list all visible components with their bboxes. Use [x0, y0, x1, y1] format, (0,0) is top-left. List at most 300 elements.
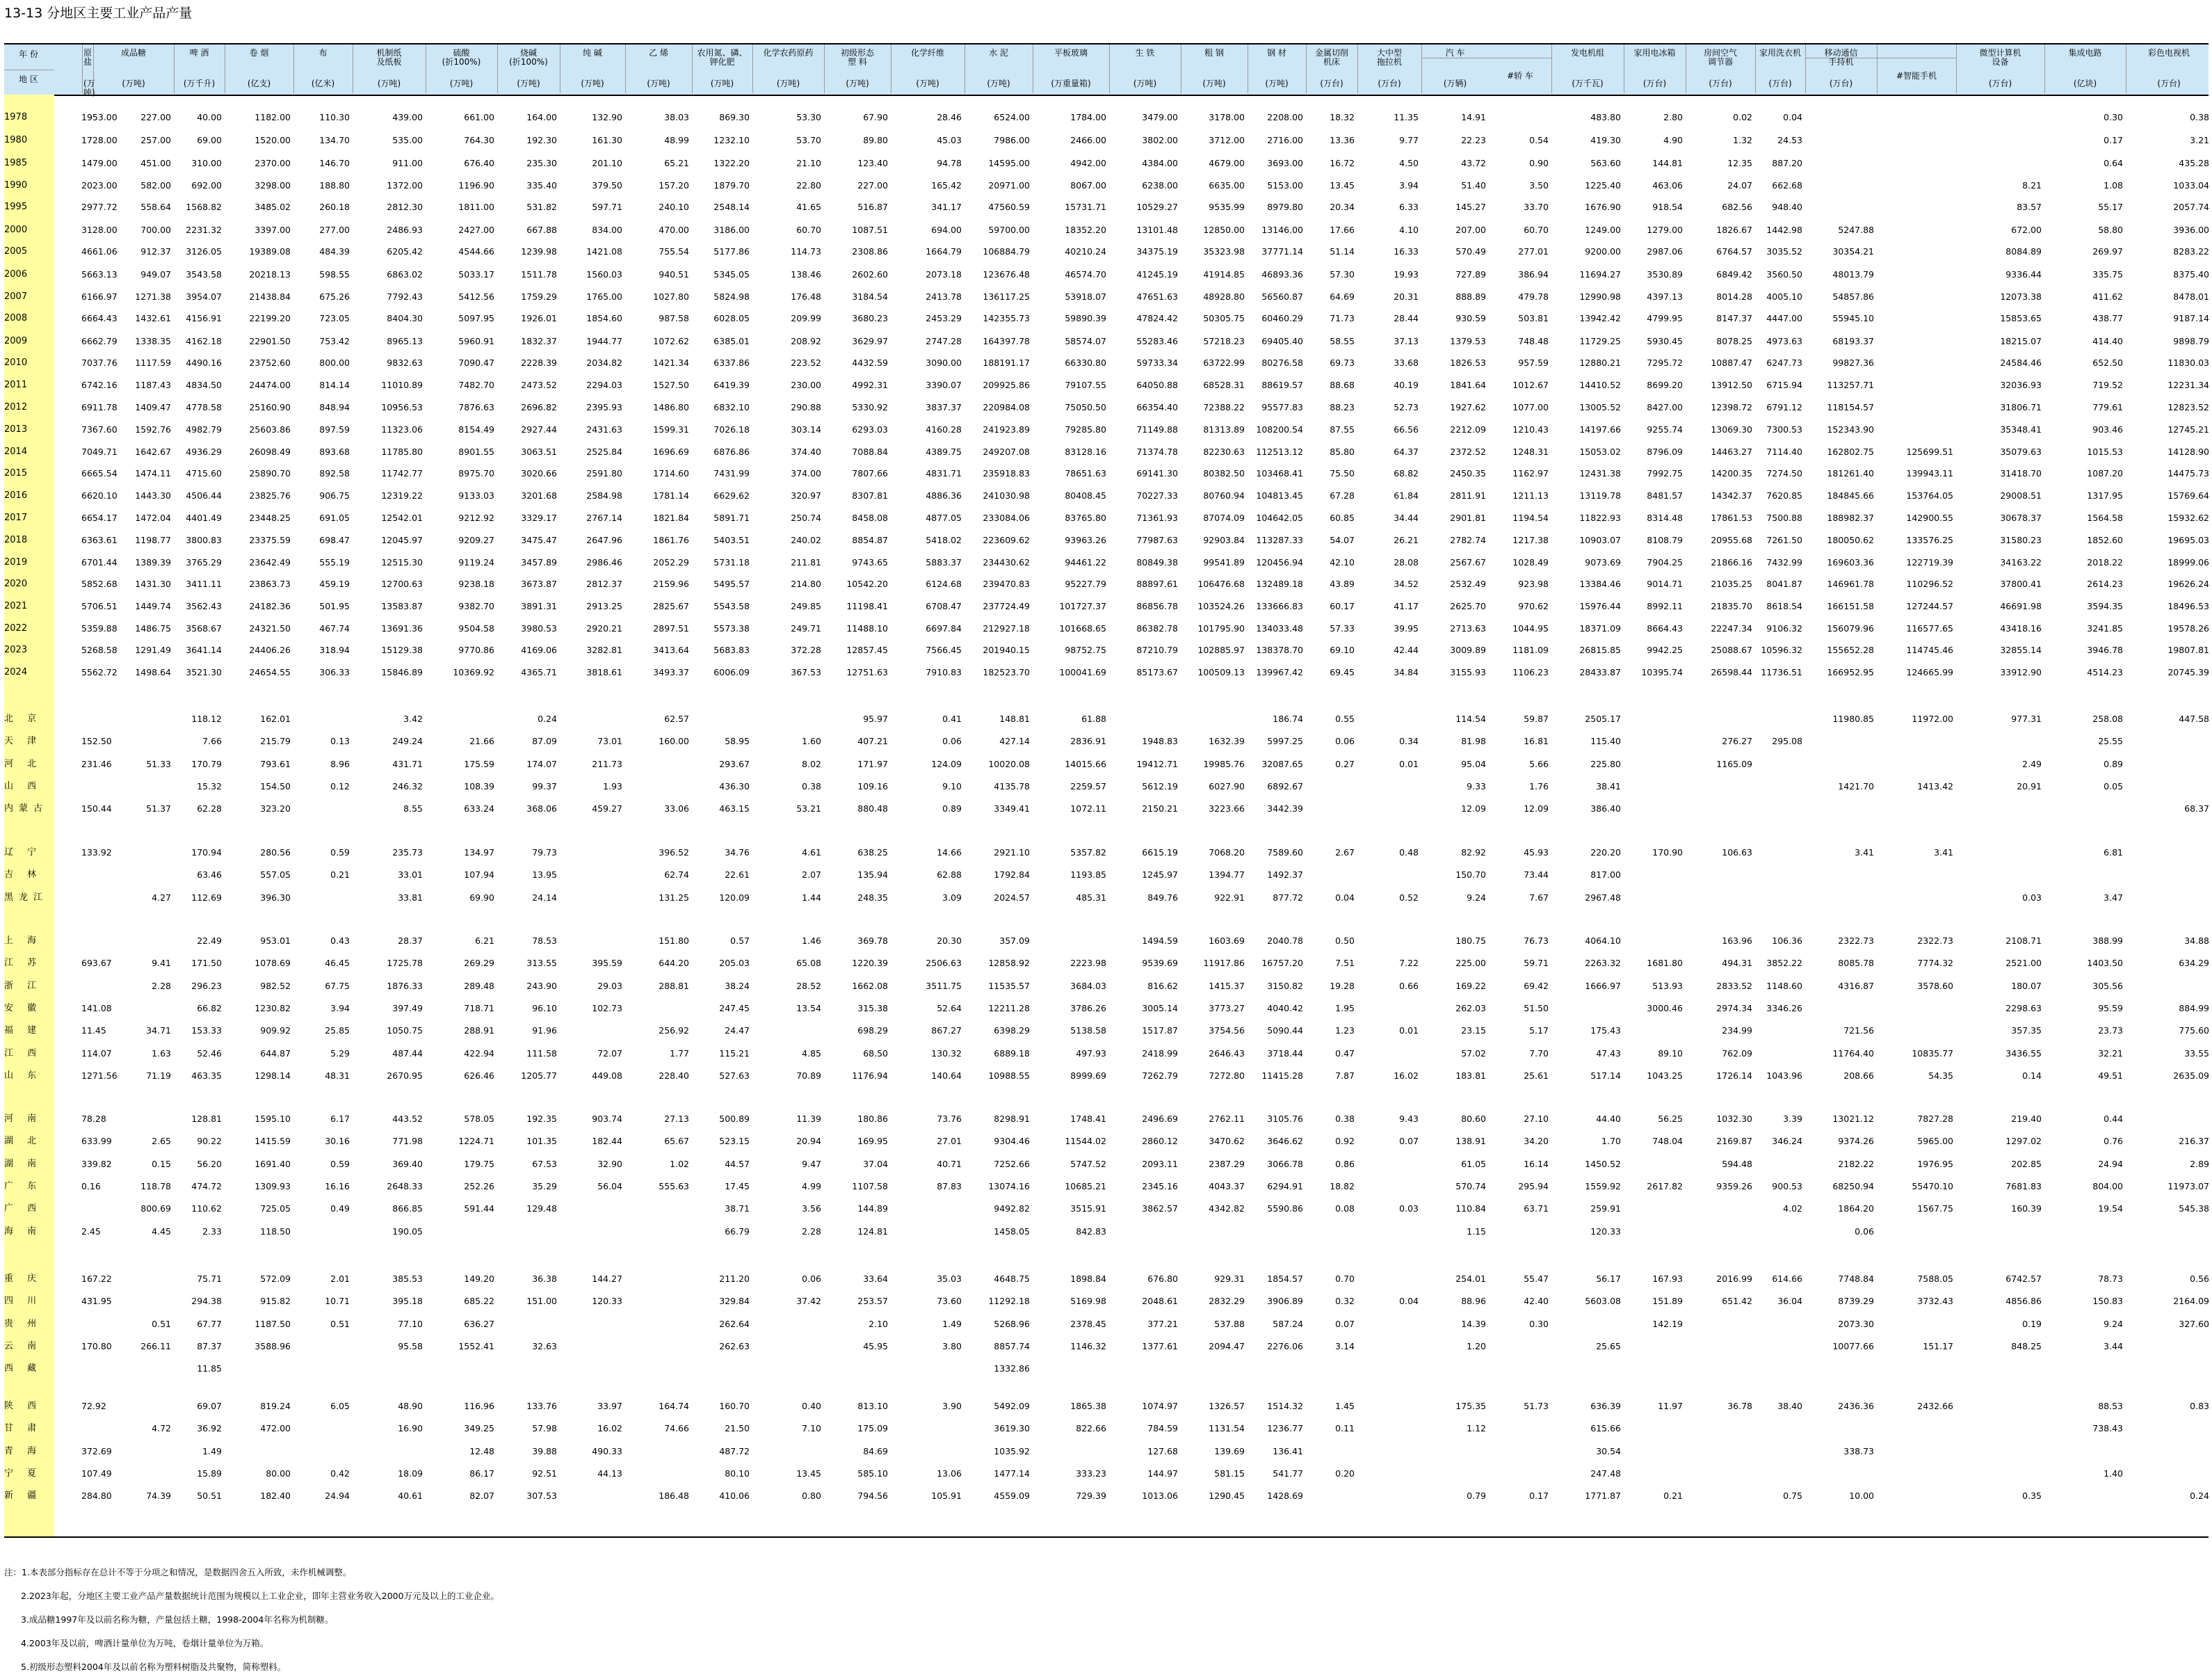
- table-cell: 33.68: [1394, 358, 1419, 368]
- table-cell: 3126.05: [186, 246, 222, 257]
- table-cell: 1194.54: [1512, 513, 1549, 523]
- table-cell: 85.80: [1330, 447, 1355, 457]
- table-cell: 2647.96: [586, 535, 622, 545]
- table-cell: 88.68: [1330, 380, 1355, 390]
- table-cell: 89.80: [863, 135, 888, 145]
- table-cell: 186.48: [659, 1491, 689, 1501]
- table-cell: 4992.31: [852, 380, 888, 390]
- table-cell: 8314.48: [1647, 513, 1683, 523]
- table-cell: 125699.51: [1906, 447, 1953, 457]
- table-cell: 38.40: [1777, 1401, 1802, 1411]
- table-cell: 9.41: [152, 958, 171, 968]
- table-cell: 948.40: [1772, 202, 1802, 212]
- table-cell: 38.03: [664, 112, 689, 122]
- table-cell: 1.95: [1335, 1003, 1355, 1013]
- row-label: 2019: [4, 557, 28, 568]
- table-cell: 24654.55: [249, 667, 291, 677]
- table-cell: 7252.66: [994, 1159, 1030, 1169]
- table-cell: 38.71: [725, 1203, 750, 1214]
- table-cell: 1290.45: [1209, 1491, 1245, 1501]
- table-cell: 57.98: [532, 1423, 557, 1433]
- table-cell: 9535.99: [1209, 202, 1245, 212]
- table-cell: 139943.11: [1906, 468, 1953, 479]
- table-cell: 26098.49: [249, 447, 291, 457]
- row-label: 贵 州: [4, 1319, 42, 1329]
- table-cell: 6293.03: [852, 424, 888, 435]
- table-cell: 44.57: [725, 1159, 750, 1169]
- table-cell: 0.54: [1529, 135, 1549, 145]
- table-cell: 10887.47: [1711, 358, 1752, 368]
- table-cell: 142.19: [1652, 1319, 1683, 1329]
- table-cell: 231.46: [81, 759, 112, 769]
- table-cell: 2322.73: [1838, 935, 1874, 946]
- table-cell: 290.88: [791, 402, 821, 412]
- table-cell: 33.64: [863, 1274, 888, 1284]
- table-cell: 175.43: [1590, 1025, 1621, 1036]
- table-cell: 594.48: [1722, 1159, 1752, 1169]
- column-unit: (万吨): [647, 79, 670, 88]
- table-cell: 240.02: [791, 535, 821, 545]
- table-cell: 171.50: [191, 958, 222, 968]
- table-cell: 71.73: [1330, 313, 1355, 323]
- table-cell: 1567.75: [1917, 1203, 1953, 1214]
- table-cell: 5731.18: [713, 557, 750, 568]
- table-cell: 80.60: [1461, 1114, 1486, 1124]
- column-header: 平板玻璃: [1053, 48, 1088, 58]
- table-cell: 82230.63: [1203, 447, 1245, 457]
- table-cell: 88.96: [1461, 1296, 1486, 1306]
- table-cell: 2150.21: [1142, 803, 1178, 814]
- table-cell: 0.11: [1335, 1423, 1355, 1433]
- table-cell: 31580.23: [2000, 535, 2042, 545]
- table-cell: 1520.00: [255, 135, 291, 145]
- table-cell: 2532.49: [1450, 579, 1486, 589]
- table-cell: 52.64: [937, 1003, 962, 1013]
- table-cell: 171.97: [857, 759, 888, 769]
- table-cell: 1379.53: [1450, 336, 1486, 346]
- table-cell: 36.38: [532, 1274, 557, 1284]
- row-label: 1990: [4, 180, 28, 191]
- table-cell: 2987.06: [1647, 246, 1683, 257]
- table-cell: 207.00: [1455, 225, 1486, 235]
- table-cell: 10.71: [325, 1296, 350, 1306]
- table-cell: 494.31: [1722, 958, 1752, 968]
- table-cell: 133666.83: [1256, 601, 1303, 611]
- table-cell: 5138.58: [1070, 1025, 1106, 1036]
- table-cell: 7681.83: [2005, 1181, 2042, 1191]
- table-cell: 598.55: [319, 269, 350, 280]
- table-cell: 106476.68: [1197, 579, 1245, 589]
- table-cell: 2.49: [2022, 759, 2042, 769]
- row-label: 2013: [4, 424, 28, 435]
- table-cell: 7748.84: [1838, 1274, 1874, 1284]
- table-row: [0, 557, 2212, 568]
- table-cell: 2486.93: [387, 225, 423, 235]
- table-row: [0, 1136, 2212, 1147]
- table-cell: 21.10: [796, 158, 821, 168]
- table-cell: 2169.87: [1716, 1136, 1752, 1146]
- table-cell: 698.47: [319, 535, 350, 545]
- table-cell: 581.15: [1214, 1468, 1245, 1479]
- table-cell: 474.72: [191, 1181, 222, 1191]
- table-cell: 15846.89: [381, 667, 423, 677]
- table-cell: 69.10: [1330, 645, 1355, 655]
- table-cell: 1.46: [802, 935, 821, 946]
- row-label: 1978: [4, 112, 28, 122]
- table-cell: 1632.39: [1209, 736, 1245, 746]
- table-cell: 157.20: [659, 180, 689, 191]
- table-cell: 60460.29: [1261, 313, 1303, 323]
- table-cell: 277.01: [1518, 246, 1549, 257]
- table-cell: 161.30: [592, 135, 622, 145]
- table-cell: 56.25: [1658, 1114, 1683, 1124]
- table-cell: 13074.16: [988, 1181, 1030, 1191]
- table-cell: 4506.44: [186, 490, 222, 501]
- table-cell: 32.63: [532, 1341, 557, 1351]
- table-cell: 2913.25: [586, 601, 622, 611]
- table-cell: 1879.70: [713, 180, 750, 191]
- table-cell: 9832.63: [387, 358, 423, 368]
- table-cell: 333.23: [1076, 1468, 1106, 1479]
- table-cell: 12990.98: [1579, 291, 1621, 302]
- table-cell: 1.40: [2104, 1468, 2123, 1479]
- table-cell: 3.21: [2190, 135, 2209, 145]
- table-cell: 51.73: [1524, 1401, 1549, 1411]
- table-cell: 110.84: [1455, 1203, 1486, 1214]
- table-row: [0, 847, 2212, 858]
- table-cell: 449.08: [592, 1070, 622, 1081]
- table-cell: 1198.77: [135, 535, 171, 545]
- table-cell: 3066.78: [1267, 1159, 1303, 1169]
- table-cell: 11973.07: [2167, 1181, 2209, 1191]
- table-cell: 15731.71: [1065, 202, 1106, 212]
- table-cell: 9.47: [802, 1159, 821, 1169]
- table-cell: 88.53: [2098, 1401, 2123, 1411]
- table-cell: 21035.25: [1711, 579, 1752, 589]
- table-cell: 9304.46: [994, 1136, 1030, 1146]
- table-cell: 36.78: [1727, 1401, 1752, 1411]
- table-cell: 447.58: [2179, 714, 2209, 724]
- table-cell: 135.94: [857, 869, 888, 880]
- table-cell: 396.52: [659, 847, 689, 858]
- table-cell: 7876.63: [458, 402, 494, 412]
- table-cell: 18371.09: [1579, 623, 1621, 634]
- table-cell: 6006.09: [713, 667, 750, 677]
- table-cell: 7090.47: [458, 358, 494, 368]
- table-cell: 1821.84: [653, 513, 689, 523]
- table-cell: 201.10: [592, 158, 622, 168]
- table-cell: 1106.23: [1512, 667, 1549, 677]
- table-cell: 12.35: [1727, 158, 1752, 168]
- table-cell: 2.67: [1335, 847, 1355, 858]
- table-cell: 31418.70: [2000, 468, 2042, 479]
- table-cell: 3282.81: [586, 645, 622, 655]
- table-cell: 32.90: [597, 1159, 622, 1169]
- table-cell: 20218.13: [249, 269, 291, 280]
- table-cell: 66354.40: [1136, 402, 1178, 412]
- table-cell: 7026.18: [713, 424, 750, 435]
- table-cell: 289.48: [464, 981, 494, 991]
- table-cell: 9.10: [942, 781, 962, 792]
- table-cell: 98752.75: [1065, 645, 1106, 655]
- table-cell: 1027.80: [653, 291, 689, 302]
- table-cell: 3530.89: [1647, 269, 1683, 280]
- table-cell: 13.45: [1330, 180, 1355, 191]
- table-cell: 136.41: [1273, 1446, 1303, 1456]
- table-cell: 19807.81: [2167, 645, 2209, 655]
- table-cell: 5492.09: [994, 1401, 1030, 1411]
- table-cell: 900.53: [1772, 1181, 1802, 1191]
- table-cell: 28433.87: [1579, 667, 1621, 677]
- row-label: 湖 南: [4, 1159, 42, 1169]
- table-cell: 0.30: [1529, 1319, 1549, 1329]
- table-cell: 175.59: [464, 759, 494, 769]
- table-cell: 34.88: [2184, 935, 2209, 946]
- table-cell: 7620.85: [1766, 490, 1802, 501]
- table-cell: 7295.72: [1647, 358, 1683, 368]
- table-cell: 338.73: [1843, 1446, 1874, 1456]
- table-cell: 127244.57: [1906, 601, 1953, 611]
- row-label: 2023: [4, 645, 28, 655]
- table-cell: 2073.18: [926, 269, 962, 280]
- table-cell: 3732.43: [1917, 1296, 1953, 1306]
- table-cell: 80382.50: [1203, 468, 1245, 479]
- table-cell: 55.47: [1524, 1274, 1549, 1284]
- table-cell: 57218.23: [1203, 336, 1245, 346]
- table-cell: 136117.25: [983, 291, 1030, 302]
- table-cell: 27.01: [937, 1136, 962, 1146]
- table-cell: 4389.75: [926, 447, 962, 457]
- table-cell: 718.71: [464, 1003, 494, 1013]
- table-cell: 258.08: [2092, 714, 2123, 724]
- table-cell: 1224.71: [458, 1136, 494, 1146]
- table-cell: 24474.00: [249, 380, 291, 390]
- table-cell: 167.22: [81, 1274, 112, 1284]
- table-cell: 467.74: [319, 623, 350, 634]
- table-cell: 327.60: [2179, 1319, 2209, 1329]
- table-cell: 4432.59: [852, 358, 888, 368]
- table-cell: 1072.11: [1070, 803, 1106, 814]
- table-cell: 111.58: [526, 1048, 557, 1059]
- table-cell: 2228.39: [521, 358, 557, 368]
- table-cell: 1377.61: [1142, 1341, 1178, 1351]
- table-cell: 78651.63: [1065, 468, 1106, 479]
- table-cell: 369.78: [857, 935, 888, 946]
- table-cell: 2860.12: [1142, 1136, 1178, 1146]
- table-cell: 0.47: [1335, 1048, 1355, 1059]
- table-cell: 107.49: [81, 1468, 112, 1479]
- table-cell: 8.96: [330, 759, 350, 769]
- table-cell: 150.70: [1455, 869, 1486, 880]
- table-cell: 7774.32: [1917, 958, 1953, 968]
- table-cell: 52.46: [197, 1048, 222, 1059]
- table-cell: 816.62: [1147, 981, 1178, 991]
- table-cell: 146.70: [319, 158, 350, 168]
- table-cell: 2496.69: [1142, 1114, 1178, 1124]
- table-cell: 14463.27: [1711, 447, 1752, 457]
- table-cell: 67.28: [1330, 490, 1355, 501]
- table-cell: 349.25: [464, 1423, 494, 1433]
- table-cell: 1044.95: [1512, 623, 1549, 634]
- table-cell: 411.62: [2092, 291, 2123, 302]
- table-cell: 166151.58: [1827, 601, 1874, 611]
- table-cell: 0.15: [152, 1159, 171, 1169]
- table-cell: 700.00: [140, 225, 171, 235]
- table-cell: 7088.84: [852, 447, 888, 457]
- table-cell: 51.50: [1524, 1003, 1549, 1013]
- column-header: 移动通信 手持机: [1824, 48, 1858, 67]
- table-cell: 13146.00: [1261, 225, 1303, 235]
- table-cell: 0.56: [2190, 1274, 2209, 1284]
- table-cell: 0.43: [330, 935, 350, 946]
- table-cell: 0.21: [330, 869, 350, 880]
- table-cell: 8427.00: [1647, 402, 1683, 412]
- table-row: [0, 1446, 2212, 1457]
- table-cell: 1486.75: [135, 623, 171, 634]
- table-cell: 4043.37: [1209, 1181, 1245, 1191]
- row-label: 重 庆: [4, 1274, 42, 1284]
- table-row: [0, 892, 2212, 903]
- table-cell: 2223.98: [1070, 958, 1106, 968]
- table-cell: 64050.88: [1136, 380, 1178, 390]
- table-cell: 2974.34: [1716, 1003, 1752, 1013]
- table-cell: 386.94: [1518, 269, 1549, 280]
- column-unit: (亿米): [311, 79, 335, 88]
- table-cell: 1492.37: [1267, 869, 1303, 880]
- table-cell: 3.90: [942, 1401, 962, 1411]
- row-label: 2016: [4, 490, 28, 501]
- table-cell: 60.17: [1330, 601, 1355, 611]
- row-label: 西 藏: [4, 1363, 42, 1374]
- table-cell: 578.05: [464, 1114, 494, 1124]
- table-cell: 64.37: [1394, 447, 1419, 457]
- table-cell: 535.00: [392, 135, 423, 145]
- table-cell: 0.34: [1399, 736, 1419, 746]
- table-cell: 1443.30: [135, 490, 171, 501]
- table-cell: 374.40: [791, 447, 821, 457]
- table-cell: 2747.28: [926, 336, 962, 346]
- table-cell: 1.12: [1467, 1423, 1486, 1433]
- table-row: [0, 447, 2212, 458]
- table-cell: 95.97: [863, 714, 888, 724]
- table-cell: 1033.04: [2173, 180, 2209, 191]
- table-cell: 14410.52: [1579, 380, 1621, 390]
- table-cell: 24.94: [2098, 1159, 2123, 1169]
- table-cell: 1131.54: [1209, 1423, 1245, 1433]
- table-cell: 0.03: [1399, 1203, 1419, 1214]
- table-cell: 2057.74: [2173, 202, 2209, 212]
- table-cell: 8.02: [802, 759, 821, 769]
- table-cell: 7589.60: [1267, 847, 1303, 858]
- table-cell: 315.38: [857, 1003, 888, 1013]
- table-cell: 0.44: [2104, 1114, 2123, 1124]
- table-cell: 866.85: [392, 1203, 423, 1214]
- table-cell: 81313.89: [1203, 424, 1245, 435]
- table-cell: 192.35: [526, 1114, 557, 1124]
- table-cell: 38.24: [725, 981, 750, 991]
- table-cell: 1826.67: [1716, 225, 1752, 235]
- row-label: 广 西: [4, 1203, 42, 1214]
- table-row: [0, 269, 2212, 280]
- table-cell: 1792.84: [994, 869, 1030, 880]
- table-cell: 5247.88: [1838, 225, 1874, 235]
- table-cell: 294.38: [191, 1296, 222, 1306]
- table-cell: 906.75: [319, 490, 350, 501]
- table-cell: 28.44: [1394, 313, 1419, 323]
- table-cell: 719.52: [2092, 380, 2123, 390]
- table-cell: 182.40: [260, 1491, 291, 1501]
- table-cell: 87074.09: [1203, 513, 1245, 523]
- table-cell: 1771.87: [1585, 1491, 1621, 1501]
- table-cell: 130.32: [931, 1048, 962, 1059]
- table-cell: 8999.69: [1070, 1070, 1106, 1081]
- table-cell: 34.44: [1394, 513, 1419, 523]
- table-cell: 3201.68: [521, 490, 557, 501]
- table-cell: 0.57: [730, 935, 750, 946]
- table-row: [0, 1423, 2212, 1434]
- table-cell: 848.25: [2011, 1341, 2042, 1351]
- table-cell: 503.81: [1518, 313, 1549, 323]
- table-cell: 16.02: [597, 1423, 622, 1433]
- table-cell: 20.30: [937, 935, 962, 946]
- column-header: 农用氮、磷、 钾化肥: [697, 48, 748, 67]
- year-header-label: 年 份: [19, 49, 38, 59]
- table-cell: 167.93: [1652, 1274, 1683, 1284]
- table-cell: 3786.26: [1070, 1003, 1106, 1013]
- table-cell: 9238.18: [458, 579, 494, 589]
- table-cell: 48.31: [325, 1070, 350, 1081]
- table-cell: 11010.89: [381, 380, 423, 390]
- table-cell: 24406.26: [249, 645, 291, 655]
- table-cell: 8067.00: [1070, 180, 1106, 191]
- table-cell: 96.10: [532, 1003, 557, 1013]
- table-cell: 459.27: [592, 803, 622, 814]
- table-cell: 8147.37: [1716, 313, 1752, 323]
- table-cell: 1552.41: [458, 1341, 494, 1351]
- table-cell: 3475.47: [521, 535, 557, 545]
- table-cell: 335.40: [526, 180, 557, 191]
- table-cell: 585.10: [857, 1468, 888, 1479]
- table-cell: 47824.42: [1136, 313, 1178, 323]
- table-cell: 1811.00: [458, 202, 494, 212]
- table-cell: 3493.37: [653, 667, 689, 677]
- table-cell: 5097.95: [458, 313, 494, 323]
- table-cell: 6.33: [1399, 202, 1419, 212]
- table-cell: 1765.00: [586, 291, 622, 302]
- table-cell: 335.75: [2092, 269, 2123, 280]
- table-cell: 142900.55: [1906, 513, 1953, 523]
- table-cell: 24321.50: [249, 623, 291, 634]
- table-cell: 5573.38: [713, 623, 750, 634]
- table-cell: 296.23: [191, 981, 222, 991]
- table-cell: 1072.62: [653, 336, 689, 346]
- table-cell: 439.00: [392, 112, 423, 122]
- table-cell: 100041.69: [1059, 667, 1106, 677]
- table-cell: 141.08: [81, 1003, 112, 1013]
- table-cell: 0.50: [1335, 935, 1355, 946]
- table-cell: 6620.10: [81, 490, 118, 501]
- table-cell: 40.19: [1394, 380, 1419, 390]
- table-cell: 40210.24: [1065, 246, 1106, 257]
- column-header: 机制纸 及纸板: [376, 48, 402, 67]
- row-label: 甘 肃: [4, 1423, 42, 1433]
- table-cell: 1486.80: [653, 402, 689, 412]
- table-cell: 8084.89: [2005, 246, 2042, 257]
- table-cell: 122719.39: [1906, 557, 1953, 568]
- table-cell: 6247.73: [1766, 358, 1802, 368]
- table-cell: 3442.39: [1267, 803, 1303, 814]
- table-cell: 1.93: [603, 781, 622, 792]
